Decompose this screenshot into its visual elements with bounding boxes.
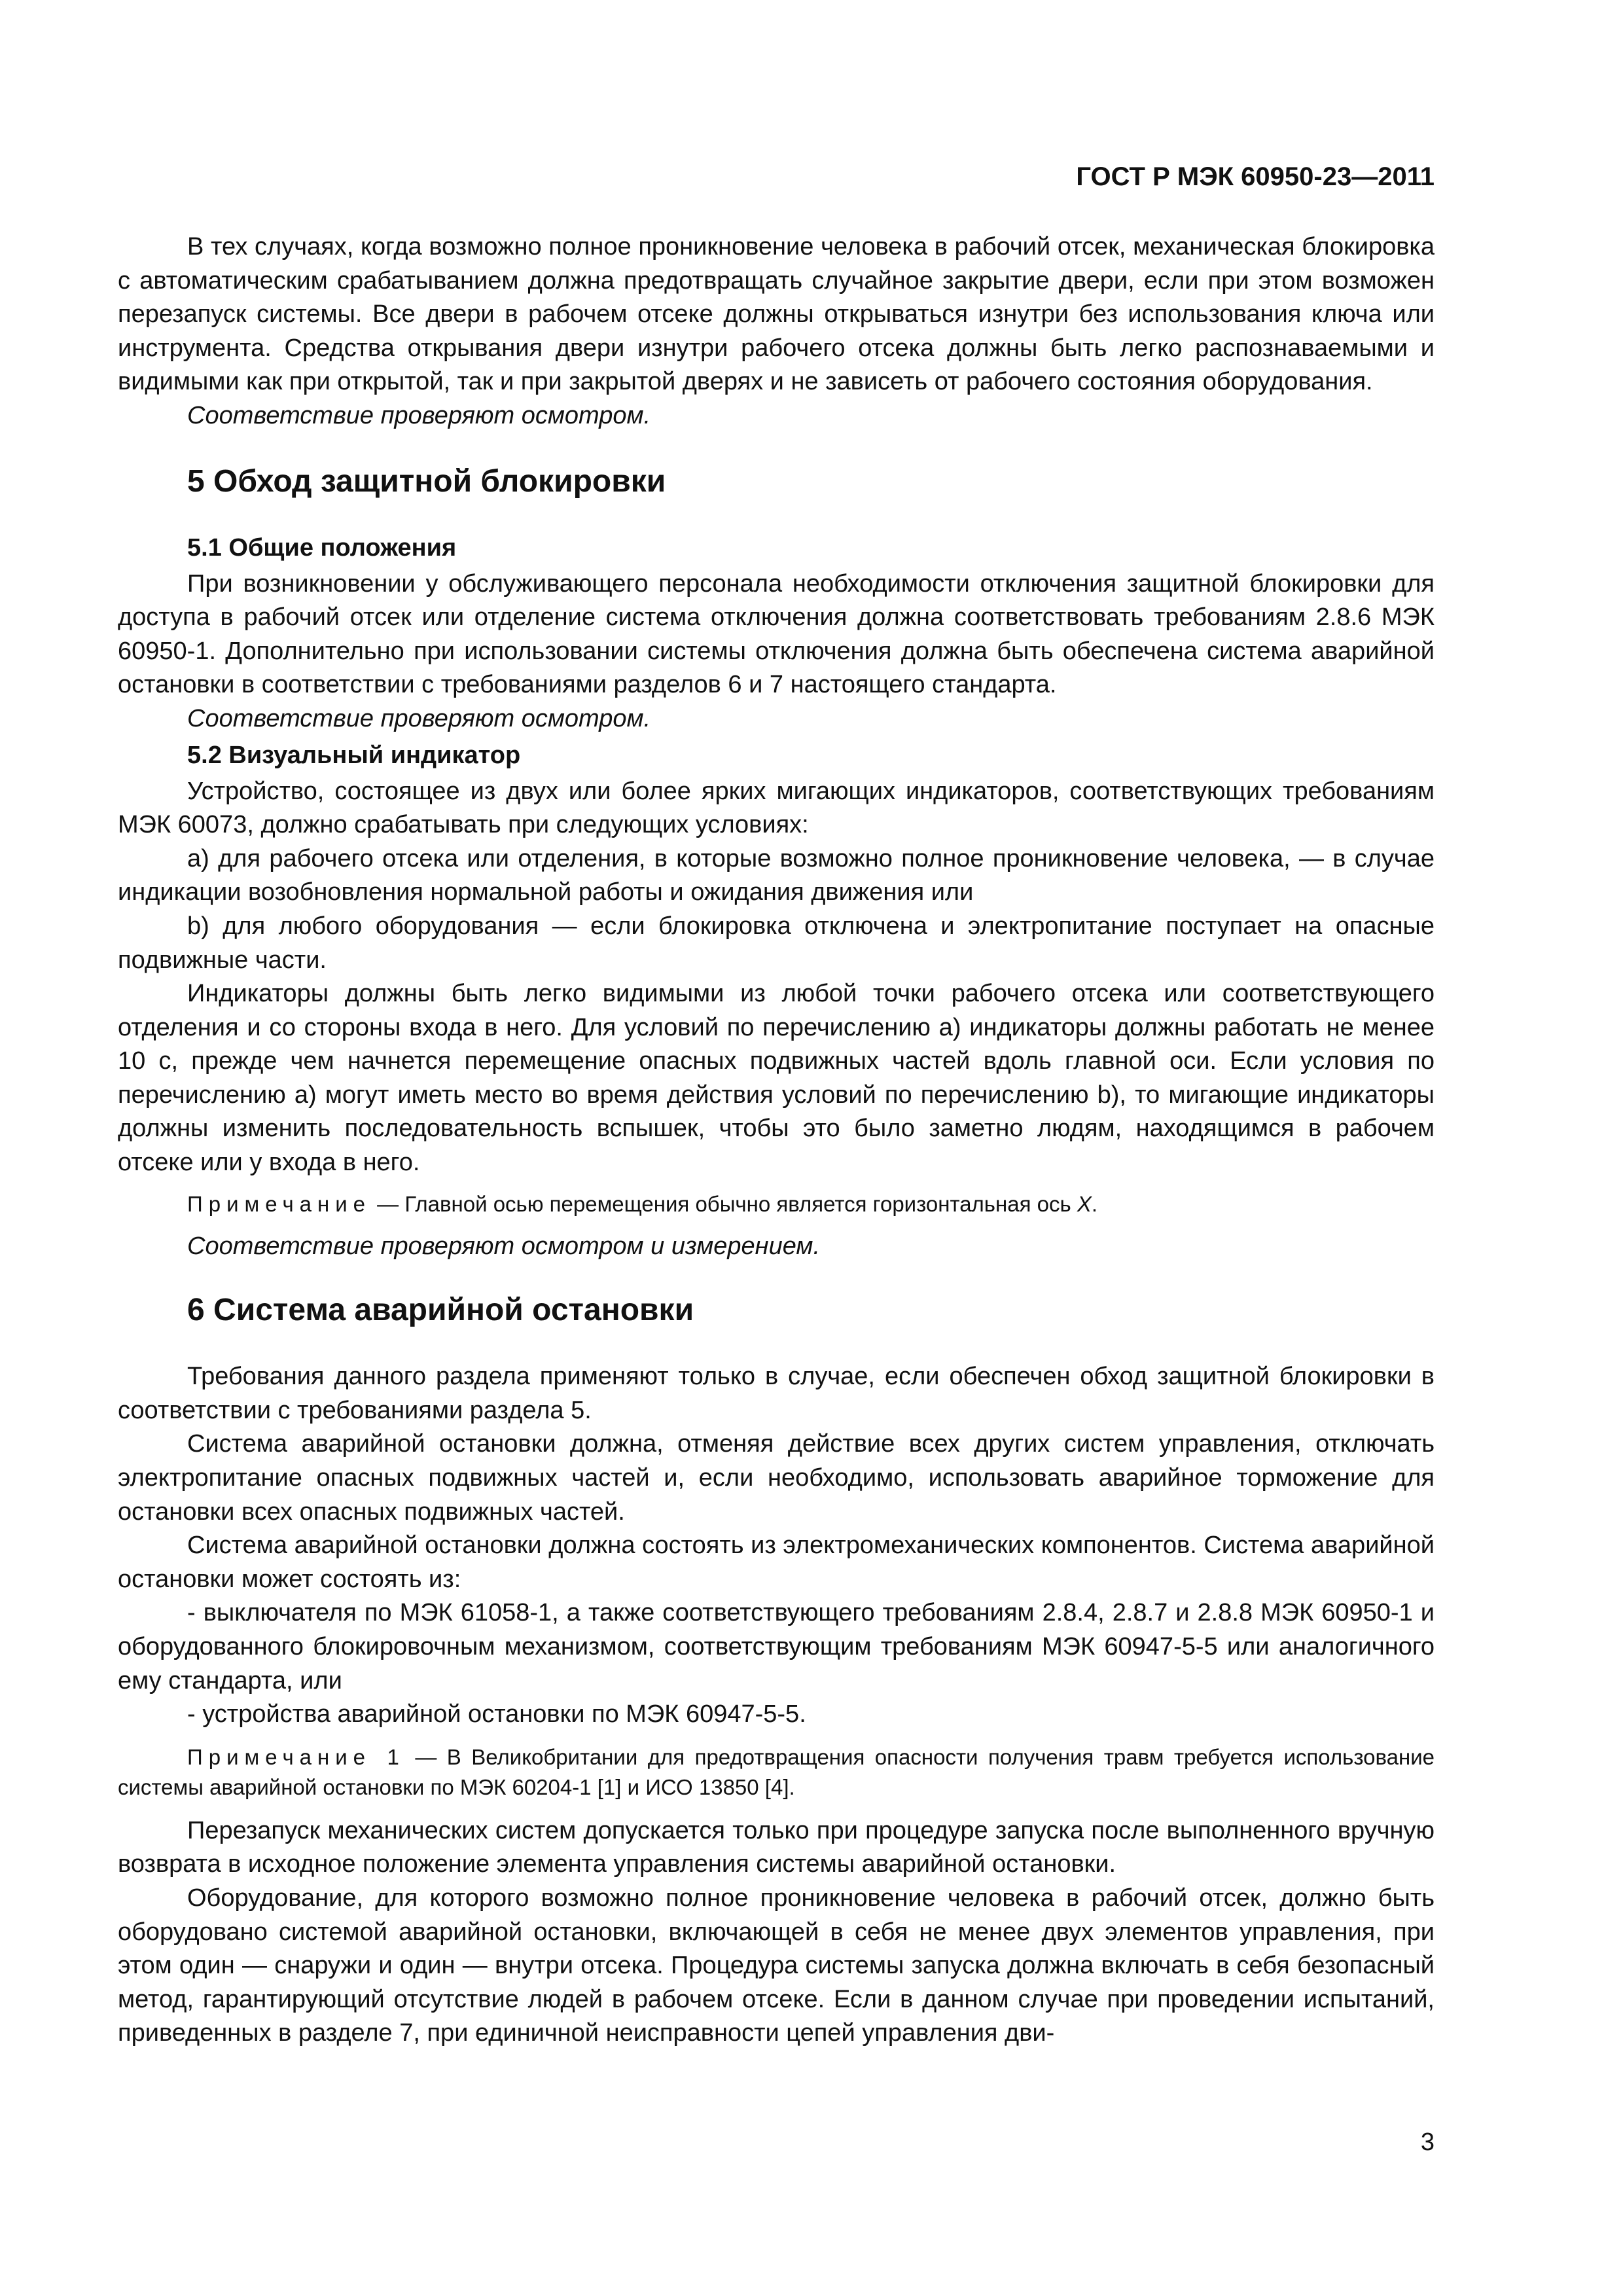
note-label: Примечание 1 (187, 1744, 405, 1769)
list-item-a: a) для рабочего отсека или отделения, в которые возможно полное проникновение человека, — в случае индикации возобновления нормальной работы и ожидания движения или (118, 844, 1435, 906)
standard-header: ГОСТ Р МЭК 60950-23—2011 (1076, 162, 1435, 191)
subsection-5-1-compliance-check: Соответствие проверяют осмотром. (187, 704, 651, 732)
note-axis: X (1077, 1191, 1092, 1216)
section-6-paragraph-4: Перезапуск механических систем допускается только при процедуре запуска после выполненного вручную возврата в исходное положение элемента управления системы аварийной остановки. (118, 1816, 1435, 1878)
subsection-5-2-title: 5.2 Визуальный индикатор (187, 741, 521, 769)
note-label: Примечание (187, 1191, 372, 1216)
note-text: — В Великобритании для предотвращения опасности получения травм требуется использование системы аварийной остановки по МЭК 60204-1 [1] и ИСО 13850 [4]. (118, 1744, 1435, 1799)
subsection-5-2-paragraph-1: Устройство, состоящее из двух или более ярких мигающих индикаторов, соответствующих требованиям МЭК 60073, должно срабатывать при следующих условиях: (118, 777, 1435, 839)
intro-compliance-check: Соответствие проверяют осмотром. (187, 401, 651, 429)
list-item-b: b) для любого оборудования — если блокировка отключена и электропитание поступает на опасные подвижные части. (118, 912, 1435, 974)
note-end: . (1091, 1191, 1098, 1216)
section-6-title: 6 Система аварийной остановки (187, 1293, 694, 1328)
section-6-paragraph-1: Требования данного раздела применяют только в случае, если обеспечен обход защитной блокировки в соответствии с требованиями раздела 5. (118, 1363, 1435, 1424)
subsection-5-1-paragraph: При возникновении у обслуживающего персонала необходимости отключения защитной блокировки для доступа в рабочий отсек или отделение система отключения должна соответствовать требованиям 2.8.6 МЭК 60950-1. Дополнительно при использовании системы отключения должна быть обеспечена система аварийной остановки в соответствии с требованиями разделов 6 и 7 настоящего стандарта. (118, 569, 1435, 699)
note-text: — Главной осью перемещения обычно является горизонтальная ось (371, 1191, 1077, 1216)
section-5-title: 5 Обход защитной блокировки (187, 463, 666, 499)
note-5-2 (118, 1189, 1435, 1219)
page-content (118, 230, 1435, 2051)
section-6-paragraph-3: Система аварийной остановки должна состоять из электромеханических компонентов. Система аварийной остановки может состоять из: (118, 1532, 1435, 1593)
section-6-list-item-1: - выключателя по МЭК 61058-1, а также соответствующего требованиям 2.8.4, 2.8.7 и 2.8.8 МЭК 60950-1 и оборудованного блокировочным механизмом, соответствующим требованиям МЭК 60947-5-5 или аналогичного ему стандарта, или (118, 1599, 1435, 1695)
section-6-paragraph-2: Система аварийной остановки должна, отменяя действие всех других систем управления, отключать электропитание опасных подвижных частей и, если необходимо, использовать аварийное торможение для остановки всех опасных подвижных частей. (118, 1430, 1435, 1526)
note-6-1 (118, 1742, 1435, 1803)
page-number: 3 (1420, 2128, 1435, 2156)
subsection-5-2-paragraph-2: Индикаторы должны быть легко видимыми из любой точки рабочего отсека или соответствующего отделения и со стороны входа в него. Для условий по перечислению a) индикаторы должны работать не менее 10 с, прежде чем начнется перемещение опасных подвижных частей вдоль главной оси. Если условия по перечислению a) могут иметь место во время действия условий по перечислению b), то мигающие индикаторы должны изменить последовательность вспышек, чтобы это было заметно людям, находящимся в рабочем отсеке или у входа в него. (118, 980, 1435, 1177)
subsection-5-1-title: 5.1 Общие положения (187, 533, 457, 562)
section-6-paragraph-5: Оборудование, для которого возможно полное проникновение человека в рабочий отсек, должно быть оборудовано системой аварийной остановки, включающей в себя не менее двух элементов управления, при этом один — снаружи и один — внутри отсека. Процедура системы запуска должна включать в себя безопасный метод, гарантирующий отсутствие людей в рабочем отсеке. Если в данном случае при проведении испытаний, приведенных в разделе 7, при единичной неисправности цепей управления дви- (118, 1884, 1435, 2047)
section-6-list-item-2: - устройства аварийной остановки по МЭК 60947-5-5. (187, 1700, 806, 1729)
subsection-5-2-compliance-check: Соответствие проверяют осмотром и измерением. (187, 1232, 821, 1260)
intro-paragraph: В тех случаях, когда возможно полное проникновение человека в рабочий отсек, механическая блокировка с автоматическим срабатыванием должна предотвращать случайное закрытие двери, если при этом возможен перезапуск системы. Все двери в рабочем отсеке должны открываться изнутри без использования ключа или инструмента. Средства открывания двери изнутри рабочего отсека должны быть легко распознаваемыми и видимыми как при открытой, так и при закрытой дверях и не зависеть от рабочего состояния оборудования. (118, 233, 1435, 396)
